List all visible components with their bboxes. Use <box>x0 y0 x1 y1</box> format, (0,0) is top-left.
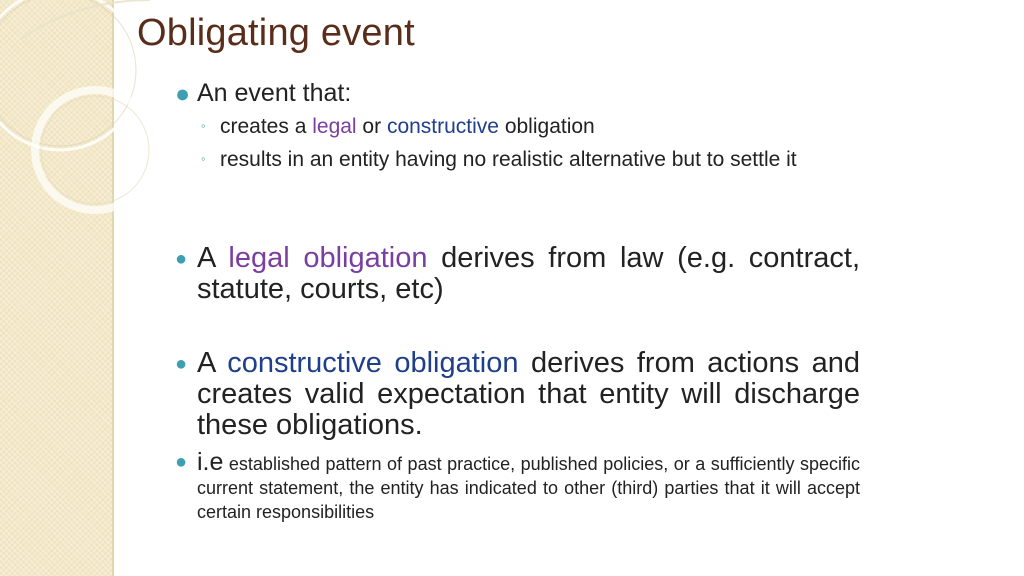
bullet-post: derives from law (e.g. contract, statute, courts, etc) <box>197 242 861 305</box>
bullet-constructive-obligation <box>175 347 860 441</box>
sub-bullet-creates <box>201 113 860 141</box>
bullet-dot-icon: ● <box>175 80 191 108</box>
sub-text-pre: creates a <box>220 115 313 138</box>
bullet-text: An event that: <box>197 79 352 107</box>
term-constructive: constructive <box>386 115 499 138</box>
bullet-dot-icon: ● <box>175 248 188 270</box>
ie-lead: i.e <box>197 448 224 476</box>
term-legal-obligation: legal obligation <box>228 242 428 274</box>
ring-bullet-icon: ◦ <box>201 118 206 133</box>
slide-title: Obligating event <box>137 12 415 54</box>
bullet-post: derives from actions and creates valid expectation that entity will discharge these obligations. <box>197 347 860 441</box>
term-constructive-obligation: constructive obligation <box>227 347 519 379</box>
bullet-dot-icon: ● <box>175 353 188 375</box>
sub-text-mid: or <box>356 115 387 138</box>
term-legal: legal <box>312 115 357 138</box>
bullet-pre: A <box>197 242 229 274</box>
ie-text: established pattern of past practice, published policies, or a sufficiently specific current statement, the entity has indicated to other (third) parties that it will accept certain responsibilities <box>197 454 860 522</box>
sub-text-post: obligation <box>498 115 595 138</box>
ring-bullet-icon: ◦ <box>201 151 206 166</box>
sub-text: results in an entity having no realistic alternative but to settle it <box>220 148 797 171</box>
bullet-legal-obligation <box>175 242 861 305</box>
bullet-ie-examples <box>175 448 860 524</box>
bullet-event-intro <box>175 78 860 109</box>
sub-bullet-results <box>201 146 860 174</box>
bullet-dot-icon: ● <box>175 451 188 473</box>
bullet-pre: A <box>197 347 228 379</box>
